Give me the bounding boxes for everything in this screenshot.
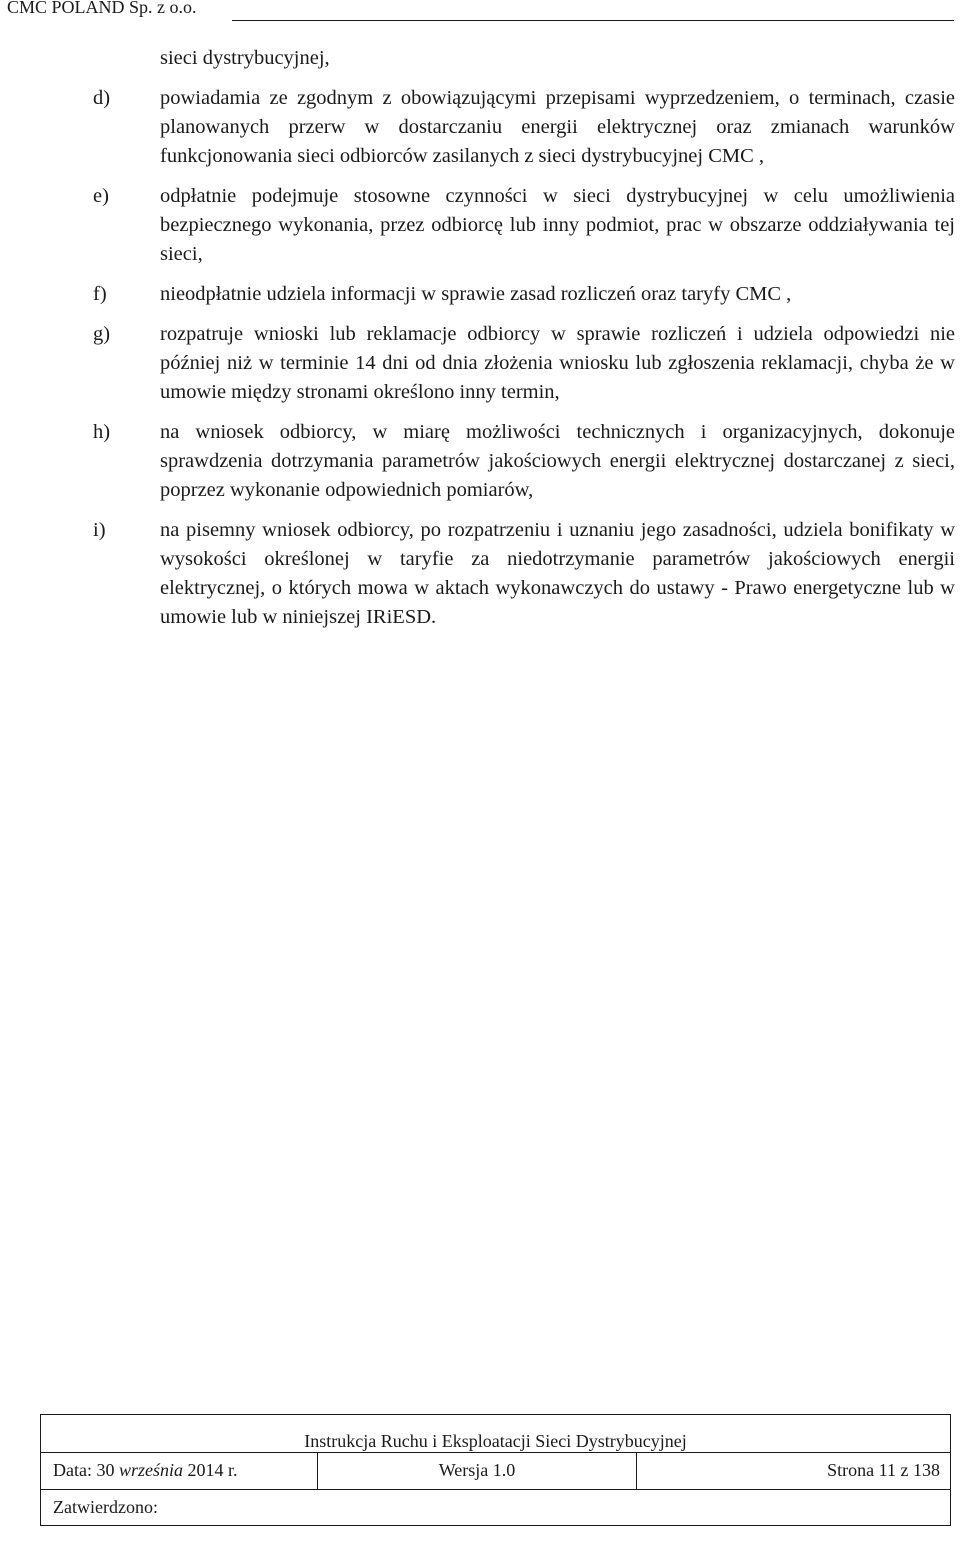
list-item-text: nieodpłatnie udziela informacji w sprawie zasad rozliczeń oraz taryfy CMC ,: [160, 283, 792, 305]
page-header: [0, 0, 960, 22]
date-month: września: [118, 1460, 183, 1480]
list-item-marker: d): [93, 87, 111, 109]
date-suffix: 2014 r.: [183, 1460, 238, 1480]
list-item-marker: h): [93, 421, 111, 443]
list-item-text: na wniosek odbiorcy, w miarę możliwości technicznych i organizacyjnych, dokonuje sprawdzenia dotrzymania parametrów jakościowych energii elektrycznej dostarczanej z sieci, poprzez wykonanie odpowiednich pomiarów,: [160, 421, 955, 501]
intro-text: sieci dystrybucyjnej,: [160, 47, 330, 69]
list-item: [93, 280, 955, 309]
footer-date: [53, 1452, 315, 1489]
footer-version: Wersja 1.0: [317, 1452, 637, 1489]
list-item: [93, 418, 955, 505]
list-item-text: rozpatruje wnioski lub reklamacje odbiorcy w sprawie rozliczeń i udziela odpowiedzi nie później niż w terminie 14 dni od dnia złożenia wniosku lub zgłoszenia reklamacji, chyba że w umowie między stronami określono inny termin,: [160, 323, 955, 403]
list-item-text: na pisemny wniosek odbiorcy, po rozpatrzeniu i uznaniu jego zasadności, udziela bonifikaty w wysokości określonej w taryfie za niedotrzymanie parametrów jakościowych energii elektrycznej, o których mowa w aktach wykonawczych do ustawy - Prawo energetyczne lub w umowie lub w niniejszej IRiESD.: [160, 519, 955, 628]
company-name: CMC POLAND Sp. z o.o.: [7, 0, 197, 17]
header-rule: [232, 20, 954, 21]
list-item-marker: f): [93, 283, 107, 305]
list-item-marker: i): [93, 519, 106, 541]
footer-meta-row: [41, 1452, 950, 1490]
date-prefix: Data: 30: [53, 1460, 119, 1480]
page-footer-table: [40, 1414, 951, 1526]
list-item-text: odpłatnie podejmuje stosowne czynności w sieci dystrybucyjnej w celu umożliwienia bezpiecznego wykonania, przez odbiorcę lub inny podmiot, prac w obszarze oddziaływania tej sieci,: [160, 185, 955, 265]
footer-title-row: [41, 1415, 950, 1453]
list-item: [93, 182, 955, 269]
document-body: [0, 44, 960, 632]
list-item: [93, 84, 955, 171]
footer-page-number: Strona 11 z 138: [827, 1460, 940, 1480]
list-item: [93, 516, 955, 632]
list-item-marker: e): [93, 185, 109, 207]
footer-approved-row: [41, 1489, 950, 1525]
list-item: [93, 320, 955, 407]
footer-approved: Zatwierdzono:: [53, 1496, 158, 1517]
list-item-text: powiadamia ze zgodnym z obowiązującymi przepisami wyprzedzeniem, o terminach, czasie planowanych przerw w dostarczaniu energii elektrycznej oraz zmianach warunków funkcjonowania sieci odbiorców zasilanych z sieci dystrybucyjnej CMC ,: [160, 87, 955, 167]
document-title: Instrukcja Ruchu i Eksploatacji Sieci Dystrybucyjnej: [304, 1431, 687, 1451]
list-item-marker: g): [93, 323, 111, 345]
